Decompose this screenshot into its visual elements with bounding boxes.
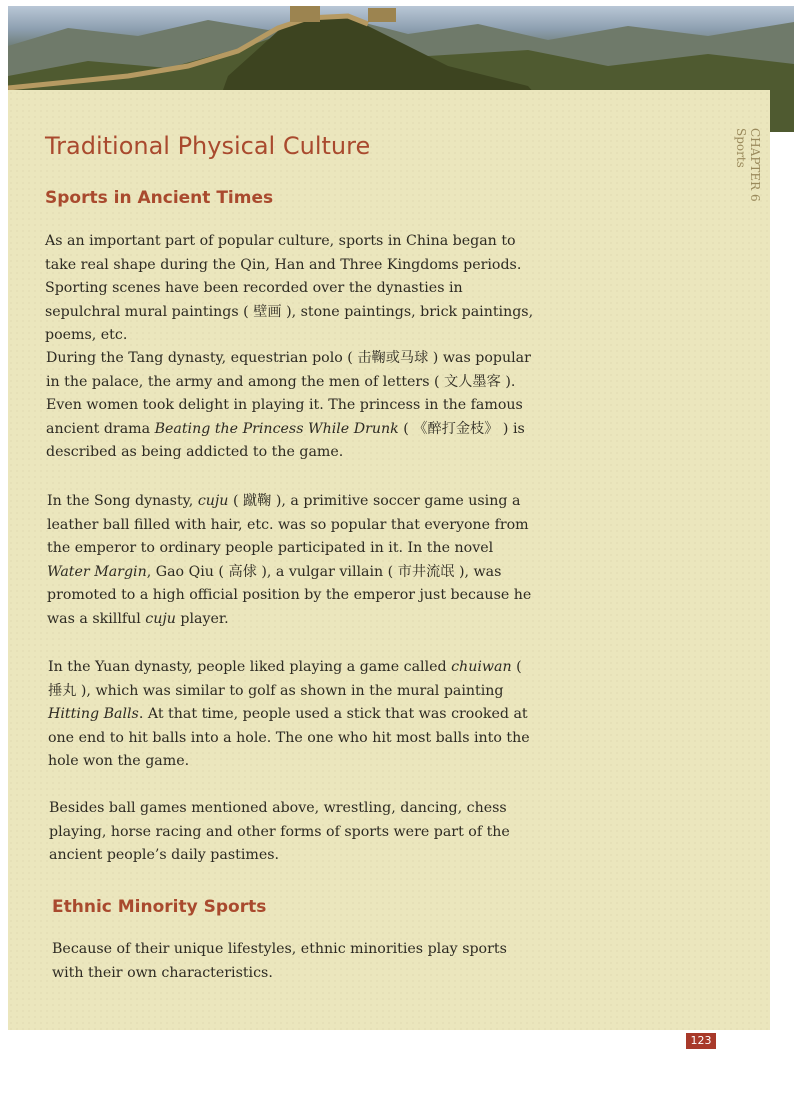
paragraph-pastimes: Besides ball games mentioned above, wrestling, dancing, chess playing, horse racing and other forms of sports were part of the ancient people’s daily pastimes. <box>49 800 510 863</box>
subhead-ethnic-minority: Ethnic Minority Sports <box>52 897 267 917</box>
novel-title: Water Margin <box>47 563 147 580</box>
text-segment: During the Tang dynasty, equestrian polo ( 击鞠或马球 ) was popular in the palace, the army and among the men of letters ( 文人墨客 ). Even women took delight in playing it. The princess in the famous ancient drama <box>46 350 531 437</box>
text-segment: ( 《醉打金枝》 ) is described as being addicted to the game. <box>46 420 525 460</box>
text-segment: player. <box>175 610 229 627</box>
chapter-label: CHAPTER 6 <box>748 128 762 202</box>
text-segment: ( 捶丸 ), which was similar to golf as shown in the mural painting <box>48 659 522 699</box>
paragraph-tang-polo <box>46 347 536 465</box>
paragraph-ethnic: Because of their unique lifestyles, ethnic minorities play sports with their own characteristics. <box>52 941 507 981</box>
text-segment: ( 蹴鞠 ), a primitive soccer game using a leather ball filled with hair, etc. was so popular that everyone from the emperor to ordinary people participated in it. In the novel <box>47 493 529 556</box>
text-segment: . At that time, people used a stick that was crooked at one end to hit balls into a hole. The one who hit most balls into the hole won the game. <box>48 706 530 769</box>
chapter-topic: Sports <box>734 128 748 168</box>
paragraph-yuan-chuiwan <box>48 656 538 774</box>
drama-title: Beating the Princess While Drunk <box>154 420 399 437</box>
text-segment: , Gao Qiu ( 高俅 ), a vulgar villain ( 市井流氓 ), was promoted to a high official position by the emperor just because he was a skillful <box>47 563 532 627</box>
paragraph-qin-han: As an important part of popular culture, sports in China began to take real shape during the Qin, Han and Three Kingdoms periods. Sporting scenes have been recorded over the dynasties in sepulchral mural paintings ( 壁画 ), stone paintings, brick paintings, poems, etc. <box>45 233 534 343</box>
subhead-ancient-times: Sports in Ancient Times <box>45 188 274 208</box>
chapter-tab <box>730 128 762 268</box>
page-title: Traditional Physical Culture <box>45 132 371 160</box>
text-segment: In the Song dynasty, <box>47 493 198 509</box>
page-number-badge: 123 <box>686 1033 716 1049</box>
term-chuiwan: chuiwan <box>451 659 512 675</box>
term-cuju: cuju <box>145 610 176 627</box>
text-segment: In the Yuan dynasty, people liked playing a game called <box>48 659 452 675</box>
term-cuju: cuju <box>197 493 229 509</box>
paragraph-song-cuju <box>47 490 537 631</box>
painting-title: Hitting Balls <box>48 706 139 722</box>
